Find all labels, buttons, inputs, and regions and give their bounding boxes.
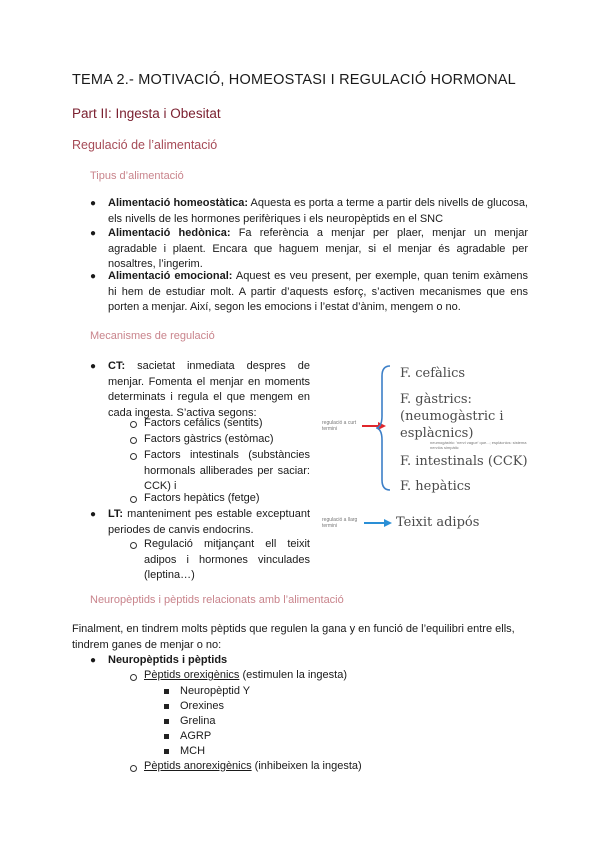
circle-bullet-icon (130, 496, 137, 503)
ct-item (108, 359, 310, 421)
neuro-heading: Neuropèptids i pèptids relacionats amb l’alimentació (90, 594, 344, 606)
bullet-icon: ● (90, 198, 97, 209)
ct-factor: Factors cefálics (sentits) (144, 417, 263, 429)
blue-arrow-icon (362, 516, 396, 530)
factor-hepatics: F. hepàtics (400, 479, 471, 494)
ct-factor: Factors gàstrics (estòmac) (144, 433, 274, 445)
diagram-note: neumogàstric: 'nervi vague' que...; esplàcnics: sistema nerviós simpàtic (430, 440, 527, 450)
tipus-term: Alimentació homeostàtica: (108, 197, 249, 209)
orex-peptide: Neuropèptid Y (180, 685, 251, 697)
factor-cefalics: F. cefàlics (400, 366, 466, 381)
circle-bullet-icon (130, 542, 137, 549)
ct-factor: Factors hepàtics (fetge) (144, 492, 260, 504)
ct-term: CT: (108, 360, 126, 372)
tipus-text: Aquesta es porta a terme a partir dels nivells de glucosa, els nivells de les hormones perifèriques i els neuropèptids en el SNC (108, 197, 528, 225)
square-bullet-icon (164, 704, 169, 709)
lt-item (108, 507, 310, 538)
neuro-main-label: Neuropèptids i pèptids (108, 654, 228, 666)
mecanismes-heading: Mecanismes de regulació (90, 330, 215, 342)
factor-gastrics: F. gàstrics: (400, 392, 472, 407)
tipus-item (108, 196, 528, 227)
orex-peptide: AGRP (180, 730, 212, 742)
orex-label: Pèptids orexigènics (144, 669, 240, 681)
anorex-label: Pèptids anorexigènics (144, 760, 252, 772)
circle-bullet-icon (130, 421, 137, 428)
orex-item (144, 668, 347, 684)
tipus-text: Aquest es veu present, per exemple, quan tenim exàmens hi hem de estudiar molt. A partir d’aquests esforç, s’activen mecanismes que ens porten a menjar. Així, segon les emocions i l’estat d’ànim, mengem o no. (108, 270, 528, 313)
anorex-note: (inhibeixen la ingesta) (251, 760, 362, 772)
square-bullet-icon (164, 749, 169, 754)
tipus-term: Alimentació emocional: (108, 270, 233, 282)
circle-bullet-icon (130, 453, 137, 460)
orex-peptide: MCH (180, 745, 206, 757)
circle-bullet-icon (130, 437, 137, 444)
bullet-icon: ● (90, 509, 97, 520)
neuro-intro: Finalment, en tindrem molts pèptids que regulen la gana y en funció de l’equilibri entre ells, tindrem ganes de menjar o no: (72, 623, 515, 651)
ct-factor: Factors intestinals (substàncies hormonals alliberades per saciar: CCK) i (144, 449, 310, 492)
lt-factor: Regulació mitjançant ell teixit adipos i hormones vinculades (leptina…) (144, 538, 310, 581)
orex-peptide: Orexines (180, 700, 225, 712)
square-bullet-icon (164, 734, 169, 739)
square-bullet-icon (164, 689, 169, 694)
neuro-main (108, 653, 227, 669)
circle-bullet-icon (130, 765, 137, 772)
square-bullet-icon (164, 719, 169, 724)
page-title: TEMA 2.- MOTIVACIÓ, HOMEOSTASI I REGULACIÓ HORMONAL (72, 72, 516, 88)
tipus-heading: Tipus d’alimentació (90, 170, 184, 182)
circle-bullet-icon (130, 674, 137, 681)
orex-peptide: Grelina (180, 715, 216, 727)
tipus-term: Alimentació hedònica: (108, 227, 231, 239)
adipose-label: Teixit adipós (396, 515, 480, 530)
tipus-item (108, 226, 528, 273)
lt-term: LT: (108, 508, 124, 520)
ct-text: sacietat inmediata despres de menjar. Fomenta el menjar en moments determinats i regula el que mengem en cada ingesta. S’activa segons: (108, 360, 310, 419)
long-term-label: regulació a llarg termini (322, 517, 358, 529)
bullet-icon: ● (90, 655, 97, 666)
tipus-text: Fa referència a menjar per plaer, menjar un menjar agradable i plaent. Encara que haguem menjar, si el menjar és agradable per nosaltres, l’ingerim. (108, 227, 528, 270)
orex-note: (estimulen la ingesta) (239, 669, 347, 681)
anorex-item (144, 759, 362, 775)
factor-gastrics-detail: (neumogàstric i (400, 409, 504, 424)
tipus-item (108, 269, 528, 316)
section-heading: Regulació de l’alimentació (72, 138, 218, 152)
part-heading: Part II: Ingesta i Obesitat (72, 106, 221, 121)
lt-text: manteniment pes estable exceptuant periodes de canvis endocrins. (108, 508, 310, 536)
factor-gastrics-detail: esplàcnics) (400, 426, 474, 441)
short-term-label: regulació a curt termini (322, 420, 357, 432)
bullet-icon: ● (90, 228, 97, 239)
factor-intestinals: F. intestinals (CCK) (400, 454, 528, 469)
brace-icon (376, 364, 396, 494)
bullet-icon: ● (90, 271, 97, 282)
bullet-icon: ● (90, 361, 97, 372)
